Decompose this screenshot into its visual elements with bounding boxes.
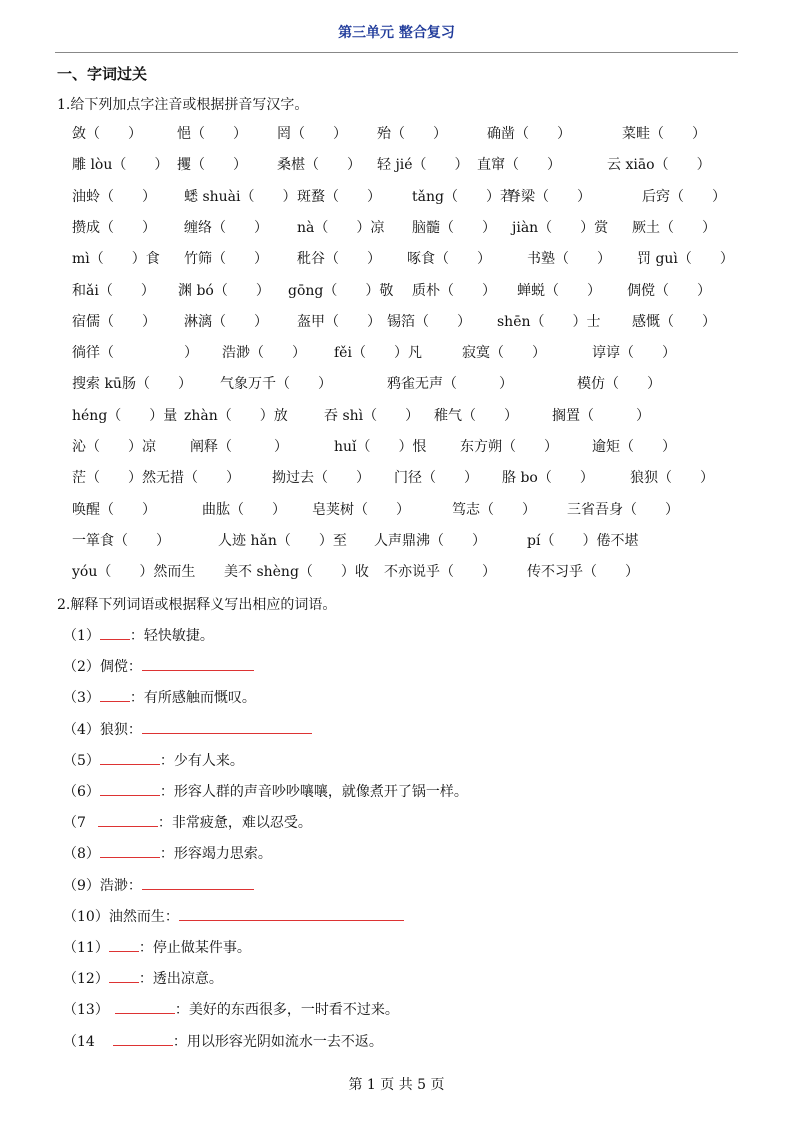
exercise-item: 脊梁（ ） [507,188,591,205]
exercise-item: 感慨（ ） [632,313,716,330]
item-number: （4） [63,721,100,738]
exercise-item: 一箪食（ ） [72,532,170,549]
item-term: 狼狈： [99,721,142,738]
exercise-item: jiàn（ ）赏 [512,219,609,236]
exercise-row [72,405,752,427]
exercise-item: 质朴（ ） [412,282,496,299]
exercise-item: 传不习乎（ ） [527,564,639,581]
exercise-item: 轻 jié（ ） [377,157,469,174]
item-number: （10） [63,908,109,925]
exercise-item: huǐ（ ）恨 [334,439,427,455]
exercise-row [72,530,752,552]
item-number: （6） [63,784,100,800]
exercise-item: 唤醒（ ） [72,501,156,518]
answer-blank[interactable] [100,750,160,765]
exercise-item: 竹筛（ ） [184,251,268,268]
exercise-item: 盔甲（ ） [297,313,381,330]
exercise-item: 啄食（ ） [407,251,491,268]
exercise-item: 徜徉（ ） [72,345,198,362]
answer-blank[interactable] [100,687,130,702]
exercise-item: 逾矩（ ） [592,439,676,455]
exercise-item: 茫（ ）然无措（ ） [72,470,240,487]
exercise-row [72,561,752,583]
exercise-item: 谆谆（ ） [592,345,676,362]
item-definition: ：形容人群的声音吵吵嚷嚷，就像煮开了锅一样。 [159,784,468,800]
answer-blank[interactable] [100,843,160,858]
exercise-item: 稚气（ ） [434,407,518,424]
exercise-row [72,123,752,145]
item-number: （9） [63,877,100,894]
item-definition: ：有所感触而慨叹。 [129,690,256,707]
exercise-item: 罔（ ） [277,126,347,142]
exercise-item: pí（ ）倦不堪 [527,532,639,549]
exercise-item: 确凿（ ） [487,126,571,142]
answer-line[interactable] [142,719,312,734]
exercise-item: 云 xiāo（ ） [607,157,711,174]
exercise-row [72,436,752,458]
definition-item [63,656,254,676]
answer-line[interactable] [142,875,254,890]
exercise-row [72,311,752,333]
exercise-item: 曲肱（ ） [202,501,286,518]
definition-item [63,875,254,895]
exercise-item: 秕谷（ ） [297,251,381,268]
exercise-item: 书塾（ ） [527,251,611,268]
item-definition: ：透出凉意。 [138,971,223,988]
exercise-item: 狼狈（ ） [630,470,714,487]
item-definition: ：停止做某件事。 [138,940,251,956]
item-number: （8） [63,846,100,863]
exercise-item: 锡箔（ ） [387,313,471,330]
exercise-item: 蟋 shuài（ ） [184,188,297,205]
item-definition: ：用以形容光阴如流水一去不返。 [172,1033,383,1050]
exercise-item: 缠络（ ） [184,219,268,236]
exercise-item: 后窍（ ） [642,188,726,205]
definition-item [63,750,244,770]
answer-blank[interactable] [113,1031,173,1046]
exercise-item: 桑椹（ ） [277,157,361,174]
answer-blank[interactable] [109,968,139,983]
exercise-item: 攫（ ） [177,157,247,174]
exercise-row [72,342,752,364]
exercise-item: 渊 bó（ ） [178,282,270,299]
exercise-row [72,280,752,302]
exercise-item: 脑髓（ ） [412,219,496,236]
exercise-item: 倜傥（ ） [627,282,711,299]
item-number: （7 [63,815,86,832]
item-number: （2） [63,659,100,676]
answer-blank[interactable] [100,781,160,796]
exercise-item: 悒（ ） [177,126,247,142]
exercise-item: 鸦雀无声（ ） [387,376,513,393]
item-definition: ：形容竭力思索。 [159,846,272,863]
item-number: （11） [63,940,109,956]
section-title: 一、字词过关 [57,65,148,83]
answer-line[interactable] [142,656,254,671]
exercise-item: 不亦说乎（ ） [384,564,496,581]
exercise-item: 雕 lòu（ ） [72,157,169,174]
answer-blank[interactable] [100,625,130,640]
exercise-item: 厥土（ ） [632,219,716,236]
exercise-item: 搜索 kū肠（ ） [72,376,192,393]
exercise-item: 模仿（ ） [577,376,661,393]
exercise-item: 和ǎi（ ） [72,282,155,299]
definition-item [63,719,312,739]
definition-item [63,937,251,957]
exercise-item: 三省吾身（ ） [567,501,679,518]
exercise-item: 气象万千（ ） [220,376,332,393]
exercise-item: 淋漓（ ） [184,313,268,330]
exercise-item: 沁（ ）凉 [72,439,156,455]
exercise-item: 胳 bo（ ） [502,470,594,487]
exercise-item: fěi（ ）凡 [334,345,422,362]
exercise-item: 宿儒（ ） [72,313,156,330]
definition-item [63,812,312,832]
exercise-item: 敛（ ） [72,126,142,142]
page-footer: 第 1 页 共 5 页 [348,1077,445,1093]
definition-item [63,968,223,988]
exercise-item: 门径（ ） [394,470,478,487]
exercise-item: tǎng（ ）若 [412,188,514,205]
exercise-row [72,186,752,208]
item-definition: ：轻快敏捷。 [129,628,214,644]
exercise-item: 寂寞（ ） [462,345,546,362]
exercise-item: 皂荚树（ ） [312,501,410,518]
exercise-item: nà（ ）凉 [297,219,385,236]
answer-blank[interactable] [98,812,158,827]
exercise-row [72,467,752,489]
definition-item [63,781,468,801]
item-term: 浩渺： [99,877,142,894]
item-term: 油然而生： [108,908,179,925]
exercise-item: shēn（ ）士 [497,313,601,330]
exercise-item: 阐释（ ） [190,439,288,455]
exercise-item: 油蛉（ ） [72,188,156,205]
definition-item [63,687,256,707]
exercise-item: 菜畦（ ） [622,126,706,142]
item-definition: ：非常疲惫，难以忍受。 [157,815,312,832]
definition-item [63,1031,383,1051]
definition-item [63,843,272,863]
exercise-item: gōng（ ）敬 [288,282,394,299]
item-definition: ：美好的东西很多，一时看不过来。 [174,1002,399,1019]
exercise-item: yóu（ ）然而生 [72,564,196,581]
definition-item [63,906,404,926]
exercise-item: 攒成（ ） [72,219,156,236]
exercise-item: 斑蝥（ ） [297,188,381,205]
exercise-item: 浩渺（ ） [222,345,306,362]
exercise-item: 罚 guì（ ） [637,251,734,268]
exercise-item: 东方朔（ ） [460,439,558,455]
exercise-item: 人声鼎沸（ ） [374,532,486,549]
exercise-item: 笃志（ ） [452,501,536,518]
exercise-item: 直窜（ ） [477,157,561,174]
page-header-title: 第三单元 整合复习 [338,25,455,41]
exercise-item: héng（ ）量 [72,407,178,424]
exercise-row [72,217,752,239]
exercise-item: mì（ ）食 [72,251,160,268]
exercise-item: zhàn（ ）放 [184,407,288,424]
item-number: （1） [63,628,100,644]
exercise-item: 美不 shèng（ ）收 [224,564,369,581]
exercise-row [72,248,752,270]
item-number: （12） [63,971,109,988]
item-number: （5） [63,752,100,769]
exercise-row [72,154,752,176]
exercise-item: 吞 shì（ ） [324,407,420,424]
item-term: 倜傥： [99,659,142,676]
exercise-item: 蝉蜕（ ） [517,282,601,299]
definition-item [63,999,399,1019]
exercise-row [72,499,752,521]
exercise-item: 殆（ ） [377,126,447,142]
item-number: （14 [63,1033,95,1050]
definition-item [63,625,214,645]
answer-line[interactable] [179,906,404,921]
exercise-item: 搁置（ ） [552,407,650,424]
item-number: （3） [63,690,100,707]
answer-blank[interactable] [109,937,139,952]
exercise-row [72,373,752,395]
exercise-item: 人迹 hǎn（ ）至 [218,532,347,549]
item-definition: ：少有人来。 [159,752,244,769]
header-divider [55,52,738,53]
item-number: （13） [63,1002,109,1019]
answer-blank[interactable] [115,999,175,1014]
question-1-title: 1.给下列加点字注音或根据拼音写汉字。 [57,97,309,113]
question-2-title: 2.解释下列词语或根据释义写出相应的词语。 [57,597,337,613]
exercise-item: 拗过去（ ） [272,470,370,487]
